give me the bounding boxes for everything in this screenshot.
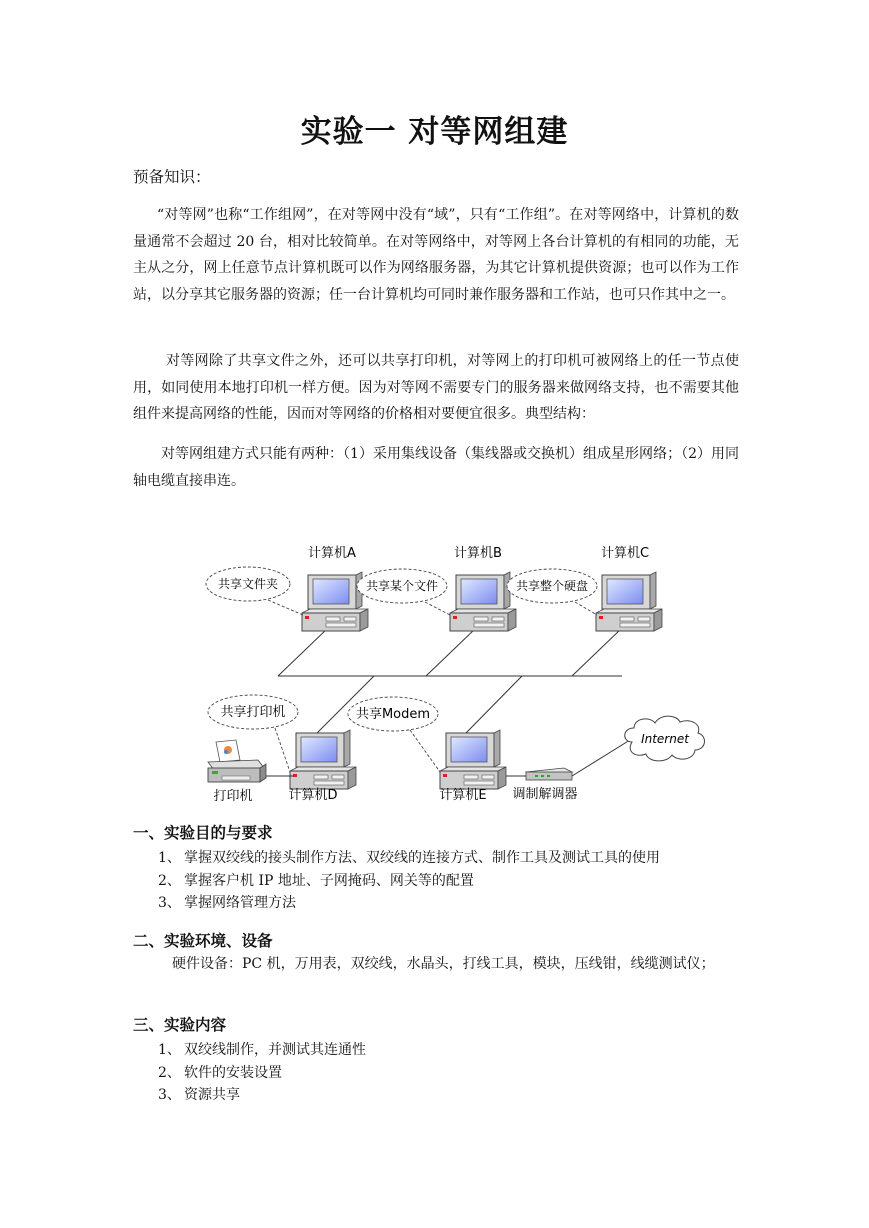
computer-e-label: 计算机E: [439, 788, 487, 803]
modem-icon: [526, 768, 572, 780]
computer-a-label: 计算机A: [308, 546, 356, 561]
list-number: 2、: [158, 873, 181, 889]
computer-c-label: 计算机C: [600, 546, 650, 561]
cloud-label: Internet: [641, 732, 689, 746]
bubble-label: 共享某个文件: [365, 579, 439, 593]
section-heading: 三、实验内容: [133, 1016, 227, 1034]
modem-label: 调制解调器: [512, 787, 578, 802]
list-number: 3、: [158, 1087, 181, 1103]
section-heading: 二、实验环境、设备: [133, 932, 273, 950]
paragraph-methods: 对等网组建方式只能有两种：（1）采用集线设备（集线器或交换机）组成星形网络；（2）用同轴电缆直接串连。: [133, 446, 739, 489]
list-item: [158, 870, 474, 890]
list-number: 1、: [158, 850, 181, 866]
list-number: 1、: [158, 1042, 181, 1058]
list-text: 软件的安装设置: [184, 1065, 282, 1081]
hardware-text: 硬件设备：PC 机，万用表，双绞线，水晶头，打线工具，模块，压线钳，线缆测试仪；: [172, 956, 715, 972]
list-item: [158, 1062, 282, 1082]
section-heading: 一、实验目的与要求: [133, 824, 273, 842]
computer-c-icon: [596, 572, 662, 631]
computer-d-icon: [290, 730, 356, 789]
bubble-label: 共享Modem: [355, 707, 431, 722]
list-text: 掌握网络管理方法: [184, 895, 296, 911]
list-text: 资源共享: [184, 1087, 240, 1103]
list-item: [158, 1039, 366, 1059]
computer-b-label: 计算机B: [454, 546, 502, 561]
list-number: 2、: [158, 1065, 181, 1081]
computer-d-label: 计算机D: [288, 788, 338, 803]
paragraph-intro: “对等网”也称“工作组网”，在对等网中没有“域”，只有“工作组”。在对等网络中，计算机的数量通常不会超过 20 台，相对比较简单。在对等网络中，对等网上各台计算机的有相同的功能，无主从之分，网上任意节点计算机既可以作为网络服务器，为其它计算机提供资源；也可以作为工作站，以分享其它服务器的资源；任一台计算机均可同时兼作服务器和工作站，也可只作其中之一。: [133, 207, 739, 303]
bubble-label: 共享文件夹: [217, 577, 279, 591]
bubble-label: 共享整个硬盘: [515, 579, 589, 593]
list-text: 掌握双绞线的接头制作方法、双绞线的连接方式、制作工具及测试工具的使用: [184, 850, 660, 866]
bubble-label: 共享打印机: [220, 705, 286, 720]
printer-label: 打印机: [213, 789, 253, 804]
prep-heading: 预备知识：: [133, 168, 211, 186]
printer-icon: [208, 740, 266, 782]
network-diagram: [0, 530, 869, 815]
list-item: [158, 1084, 240, 1104]
list-number: 3、: [158, 895, 181, 911]
computer-b-icon: [450, 572, 516, 631]
list-item: [158, 892, 296, 912]
list-item: [158, 847, 660, 867]
list-text: 双绞线制作，并测试其连通性: [184, 1042, 366, 1058]
page-title: 实验一 对等网组建: [300, 114, 569, 150]
computer-e-icon: [440, 730, 506, 789]
paragraph-printer: 对等网除了共享文件之外，还可以共享打印机，对等网上的打印机可被网络上的任一节点使用，如同使用本地打印机一样方便。因为对等网不需要专门的服务器来做网络支持，也不需要其他组件来提高网络的性能，因而对等网络的价格相对要便宜很多。典型结构：: [133, 353, 739, 423]
list-text: 掌握客户机 IP 地址、子网掩码、网关等的配置: [184, 873, 474, 889]
computer-a-icon: [302, 572, 368, 631]
